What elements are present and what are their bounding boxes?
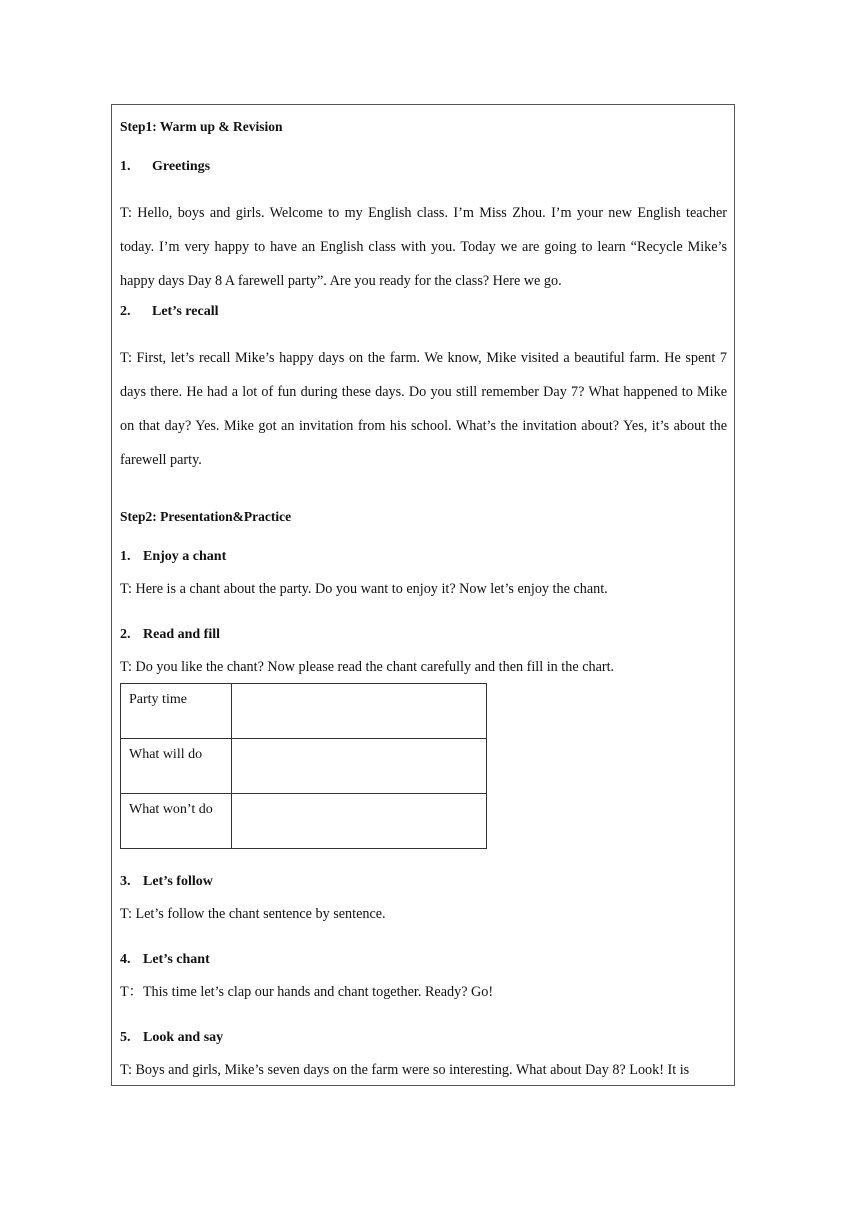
read-and-fill-chart [120, 683, 487, 849]
step2-item2-heading [120, 625, 220, 645]
lesson-plan-frame [111, 104, 735, 1086]
step2-item1-number: 1. [120, 549, 131, 564]
party-time-cell [232, 684, 487, 739]
step2-item3-number: 3. [120, 874, 131, 889]
what-will-do-label: What will do [121, 739, 232, 794]
step2-item2-title: Read and fill [143, 627, 221, 642]
table-row [121, 739, 487, 794]
step2-item3-heading [120, 872, 213, 892]
step2-item1-text: T: Here is a chant about the party. Do you want to enjoy it? Now let’s enjoy the chant. [120, 581, 608, 597]
party-time-label: Party time [121, 684, 232, 739]
step1-item1-text: T: Hello, boys and girls. Welcome to my English class. I’m Miss Zhou. I’m your new English teacher today. I’m very happy to have an English class with you. Today we are going to learn “Recycle Mike’s happy days Day 8 A farewell party”. Are you ready for the class? Here we go. [120, 205, 727, 290]
step1-item1-number: 1. [120, 159, 131, 174]
step2-item4-text: T：This time let’s clap our hands and chant together. Ready? Go! [120, 984, 494, 1000]
step2-title: Step2: Presentation&Practice [120, 509, 292, 524]
step2-item5-text: T: Boys and girls, Mike’s seven days on the farm were so interesting. What about Day 8? Look! It is [120, 1062, 690, 1078]
step2-item3-text: T: Let’s follow the chant sentence by sentence. [120, 906, 386, 922]
step2-item1-title: Enjoy a chant [143, 549, 227, 564]
step2-item2-text: T: Do you like the chant? Now please read the chant carefully and then fill in the chart. [120, 659, 615, 675]
table-row [121, 794, 487, 849]
step2-item2-number: 2. [120, 627, 131, 642]
table-row [121, 684, 487, 739]
step1-item2-text: T: First, let’s recall Mike’s happy days on the farm. We know, Mike visited a beautiful farm. He spent 7 days there. He had a lot of fun during these days. Do you still remember Day 7? What happened to Mike on that day? Yes. Mike got an invitation from his school. What’s the invitation about? Yes, it’s about the farewell party. [120, 350, 727, 469]
step2-item4-heading [120, 950, 210, 970]
step2-item5-title: Look and say [143, 1030, 224, 1045]
step1-item2-heading [120, 302, 218, 322]
step1-item2-title: Let’s recall [152, 304, 219, 319]
step2-item4-title: Let’s chant [143, 952, 210, 967]
step2-item5-heading [120, 1028, 223, 1048]
step1-item1-heading [120, 157, 210, 177]
step2-item4-number: 4. [120, 952, 131, 967]
what-wont-do-cell [232, 794, 487, 849]
step1-item2-number: 2. [120, 304, 131, 319]
what-wont-do-label: What won’t do [121, 794, 232, 849]
step1-title: Step1: Warm up & Revision [120, 119, 283, 134]
step2-item5-number: 5. [120, 1030, 131, 1045]
what-will-do-cell [232, 739, 487, 794]
step2-item3-title: Let’s follow [143, 874, 213, 889]
step1-item1-title: Greetings [152, 159, 211, 174]
step2-item1-heading [120, 547, 226, 567]
